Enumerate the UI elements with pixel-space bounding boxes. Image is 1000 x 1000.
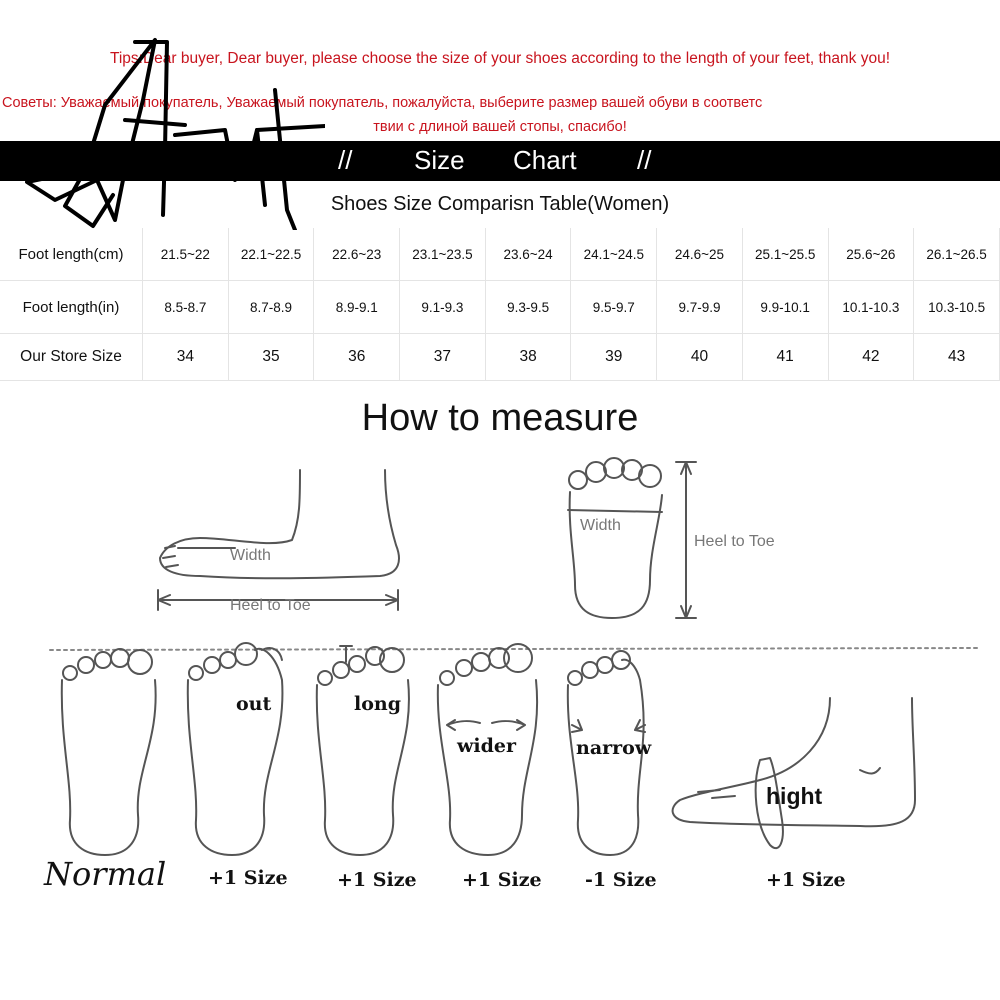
side-heel-to-toe-label: Heel to Toe: [230, 597, 311, 614]
row-header: Foot length(cm): [0, 228, 143, 281]
side-width-label: Width: [230, 547, 271, 564]
table-row-foot-length-cm: [0, 228, 1000, 281]
size-comparison-table: [0, 228, 1000, 381]
table-row-store-size: [0, 334, 1000, 381]
size-out: +1 Size: [208, 867, 288, 889]
table-cell: 41: [742, 334, 828, 381]
tips-english: Tips:Dear buyer, Dear buyer, please choose the size of your shoes according to the length of your feet, thank you!: [109, 50, 891, 67]
table-cell: 9.7-9.9: [657, 281, 743, 334]
table-cell: 24.1~24.5: [571, 228, 657, 281]
size-narrow: -1 Size: [585, 869, 657, 891]
table-cell: 8.7-8.9: [228, 281, 314, 334]
foot-label-out: out: [236, 693, 272, 715]
size-long: +1 Size: [337, 869, 417, 891]
table-cell: 38: [485, 334, 571, 381]
row-header: Foot length(in): [0, 281, 143, 334]
table-cell: 8.9-9.1: [314, 281, 400, 334]
table-cell: 36: [314, 334, 400, 381]
table-cell: 8.5-8.7: [143, 281, 229, 334]
table-cell: 10.3-10.5: [914, 281, 1000, 334]
table-cell: 25.6~26: [828, 228, 914, 281]
foot-out-icon: [188, 643, 283, 855]
side-view-foot-icon: [158, 470, 399, 610]
row-header: Our Store Size: [0, 334, 143, 381]
banner-left-separator: //: [338, 145, 353, 175]
table-cell: 42: [828, 334, 914, 381]
table-cell: 21.5~22: [143, 228, 229, 281]
top-width-label: Width: [580, 517, 621, 534]
foot-normal-icon: [62, 649, 156, 855]
table-cell: 39: [571, 334, 657, 381]
foot-label-hight: hight: [766, 783, 823, 809]
table-cell: 23.6~24: [485, 228, 571, 281]
table-cell: 9.3-9.5: [485, 281, 571, 334]
table-cell: 43: [914, 334, 1000, 381]
tips-russian-line1: Советы: Уважаемый покупатель, Уважаемый покупатель, пожалуйста, выберите размер вашей обуви в соответс: [2, 95, 763, 111]
banner-right-separator: //: [637, 145, 652, 175]
foot-label-narrow: narrow: [576, 737, 652, 759]
how-to-measure-title: How to measure: [361, 397, 639, 439]
table-cell: 37: [400, 334, 486, 381]
foot-label-wider: wider: [457, 735, 516, 757]
tips-russian-line2: твии с длиной вашей стопы, спасибо!: [373, 119, 627, 135]
table-cell: 22.6~23: [314, 228, 400, 281]
foot-label-long: long: [354, 693, 401, 715]
table-cell: 23.1~23.5: [400, 228, 486, 281]
size-normal: Normal: [44, 855, 167, 893]
foot-measurement-illustration: [0, 440, 1000, 1000]
size-wider: +1 Size: [462, 869, 542, 891]
table-row-foot-length-in: [0, 281, 1000, 334]
top-view-foot-icon: [568, 458, 696, 618]
table-cell: 26.1~26.5: [914, 228, 1000, 281]
table-cell: 9.5-9.7: [571, 281, 657, 334]
size-hight: +1 Size: [766, 869, 846, 891]
table-cell: 25.1~25.5: [742, 228, 828, 281]
top-heel-to-toe-label: Heel to Toe: [694, 533, 775, 550]
table-cell: 9.1-9.3: [400, 281, 486, 334]
banner-word-size: Size: [414, 145, 465, 175]
table-cell: 24.6~25: [657, 228, 743, 281]
foot-long-icon: [317, 646, 409, 855]
table-cell: 10.1-10.3: [828, 281, 914, 334]
table-cell: 40: [657, 334, 743, 381]
banner-word-chart: Chart: [513, 145, 577, 175]
foot-high-instep-icon: [673, 698, 915, 848]
table-cell: 34: [143, 334, 229, 381]
table-cell: 35: [228, 334, 314, 381]
size-table-title: Shoes Size Comparisn Table(Women): [330, 193, 670, 215]
table-cell: 22.1~22.5: [228, 228, 314, 281]
table-cell: 9.9-10.1: [742, 281, 828, 334]
